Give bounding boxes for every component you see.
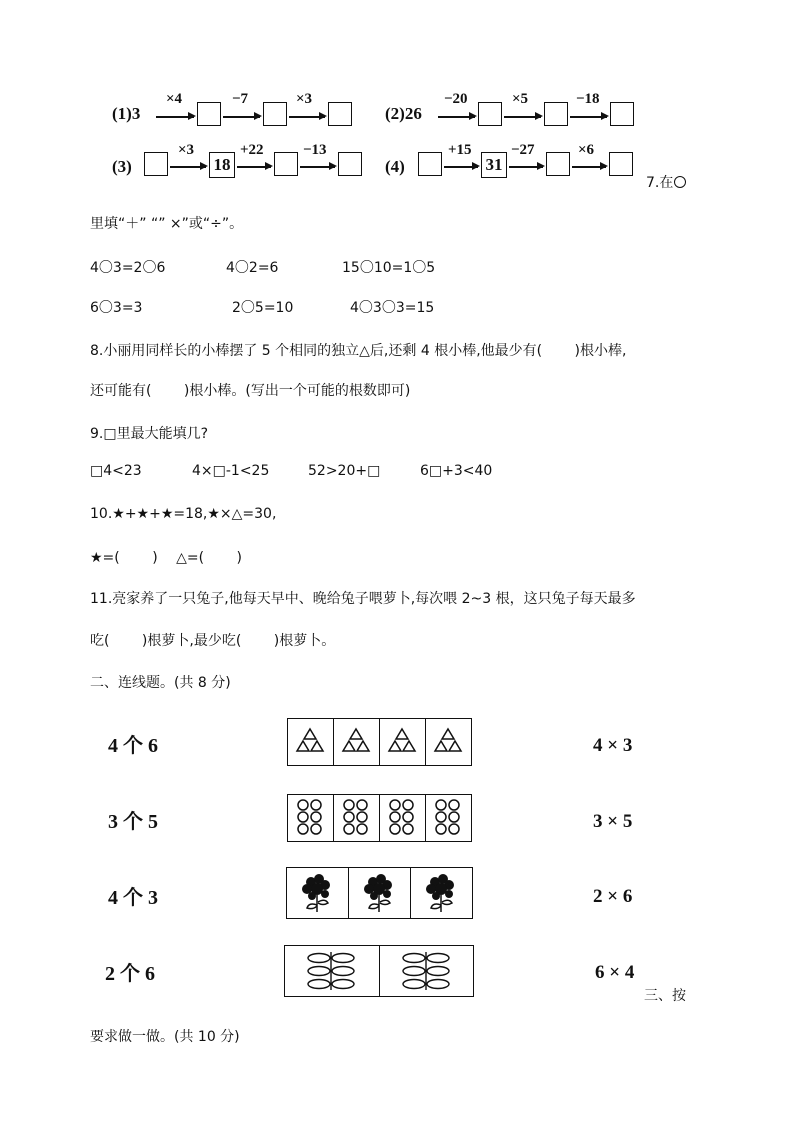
chain-4-op-3: ×6 — [578, 142, 595, 158]
chain-4-answer-box-4[interactable] — [609, 152, 633, 176]
circle-group-icon — [334, 795, 378, 841]
chain-1-label: (1)3 — [112, 104, 141, 123]
chain-1-answer-box-2[interactable] — [263, 102, 287, 126]
q9-item: 6□+3<40 — [420, 463, 493, 479]
q7-instruction: 里填“＋” “” ×”或“÷”。 — [90, 216, 244, 232]
triangle-group-icon — [426, 719, 470, 765]
arrow-icon — [289, 116, 325, 118]
chain-4-label: (4) — [385, 157, 405, 176]
q7-item: 2〇5=10 — [232, 300, 294, 316]
match-left-item-1[interactable]: 4 个 6 — [108, 735, 158, 757]
q7-item: 4〇3〇3=15 — [350, 300, 435, 316]
chain-4-op-1: +15 — [448, 142, 472, 158]
arrow-icon — [572, 166, 606, 168]
chain-3-answer-box-1[interactable] — [144, 152, 168, 176]
q8-line-2: 还可能有( )根小棒。(写出一个可能的根数即可) — [90, 383, 411, 399]
circle-group-icon — [426, 795, 470, 841]
chain-3-op-3: −13 — [303, 142, 327, 158]
arrow-icon — [570, 116, 607, 118]
q10-line-2: ★=( ) △=( ) — [90, 550, 242, 566]
arrow-icon — [438, 116, 475, 118]
chain-4-answer-box-1[interactable] — [418, 152, 442, 176]
arrow-icon — [509, 166, 543, 168]
chain-3-label: (3) — [112, 157, 132, 176]
q7-item: 4〇2=6 — [226, 260, 279, 276]
q11-line-1: 11.亮家养了一只兔子,他每天早中、晚给兔子喂萝卜,每次喂 2~3 根，这只兔子每天最多 — [90, 591, 636, 607]
match-right-item-2[interactable]: 3 × 5 — [593, 811, 633, 832]
chain-1-op-2: −7 — [232, 91, 249, 107]
chain-4-answer-box-3[interactable] — [546, 152, 570, 176]
triangle-group-icon — [380, 719, 424, 765]
chain-2-answer-box-2[interactable] — [544, 102, 568, 126]
q10-line-1: 10.★+★+★=18,★×△=30, — [90, 506, 277, 522]
chain-4-op-2: −27 — [511, 142, 535, 158]
arrow-icon — [444, 166, 478, 168]
chain-4-given-31: 31 — [481, 152, 507, 178]
q9-item: □4<23 — [90, 463, 142, 479]
arrow-icon — [504, 116, 541, 118]
chain-3-answer-box-3[interactable] — [274, 152, 298, 176]
match-right-item-1[interactable]: 4 × 3 — [593, 735, 633, 756]
q8-line-1: 8.小丽用同样长的小棒摆了 5 个相同的独立△后,还剩 4 根小棒,他最少有( )根小棒, — [90, 343, 627, 359]
chain-1-op-1: ×4 — [166, 91, 183, 107]
q9-title: 9.□里最大能填几? — [90, 426, 209, 442]
flower-icon — [287, 868, 347, 918]
arrow-icon — [170, 166, 206, 168]
chain-3-answer-box-4[interactable] — [338, 152, 362, 176]
section-3-heading-end: 要求做一做。(共 10 分) — [90, 1029, 240, 1045]
match-left-item-3[interactable]: 4 个 3 — [108, 887, 158, 909]
section-2-title: 二、连线题。(共 8 分) — [90, 675, 231, 691]
section-3-heading-start: 三、按 — [644, 988, 686, 1004]
circle-blank-icon — [674, 176, 686, 188]
triangle-group-icon — [334, 719, 378, 765]
circle-group-icon — [380, 795, 424, 841]
match-left-item-2[interactable]: 3 个 5 — [108, 811, 158, 833]
chain-1-answer-box-3[interactable] — [328, 102, 352, 126]
leaf-branch-icon — [380, 946, 473, 996]
chain-2-op-2: ×5 — [512, 91, 529, 107]
picture-circles[interactable] — [287, 794, 472, 842]
picture-leaf-branches[interactable] — [284, 945, 474, 997]
chain-2-answer-box-3[interactable] — [610, 102, 634, 126]
arrow-icon — [223, 116, 260, 118]
picture-flowers[interactable] — [286, 867, 473, 919]
chain-3-given-18: 18 — [209, 152, 235, 178]
chain-1-op-3: ×3 — [296, 91, 313, 107]
q9-item: 52>20+□ — [308, 463, 381, 479]
leaf-branch-icon — [285, 946, 378, 996]
match-right-item-3[interactable]: 2 × 6 — [593, 886, 633, 907]
chain-1-answer-box-1[interactable] — [197, 102, 221, 126]
triangle-group-icon — [288, 719, 332, 765]
chain-2-op-1: −20 — [444, 91, 468, 107]
q7-item: 6〇3=3 — [90, 300, 143, 316]
chain-3-op-2: +22 — [240, 142, 264, 158]
circle-group-icon — [288, 795, 332, 841]
chain-2-op-3: −18 — [576, 91, 600, 107]
q9-item: 4×□-1<25 — [192, 463, 270, 479]
flower-icon — [411, 868, 471, 918]
q7-heading — [646, 172, 686, 192]
match-left-item-4[interactable]: 2 个 6 — [105, 963, 155, 985]
chain-3-op-1: ×3 — [178, 142, 195, 158]
match-right-item-4[interactable]: 6 × 4 — [595, 962, 635, 983]
q11-line-2: 吃( )根萝卜,最少吃( )根萝卜。 — [90, 633, 336, 649]
picture-triangles[interactable] — [287, 718, 472, 766]
q7-number: 7.在 — [646, 175, 674, 191]
arrow-icon — [156, 116, 194, 118]
q7-item: 4〇3=2〇6 — [90, 260, 166, 276]
chain-2-answer-box-1[interactable] — [478, 102, 502, 126]
arrow-icon — [300, 166, 335, 168]
q7-item: 15〇10=1〇5 — [342, 260, 436, 276]
arrow-icon — [237, 166, 271, 168]
flower-icon — [349, 868, 409, 918]
chain-2-label: (2)26 — [385, 104, 422, 123]
